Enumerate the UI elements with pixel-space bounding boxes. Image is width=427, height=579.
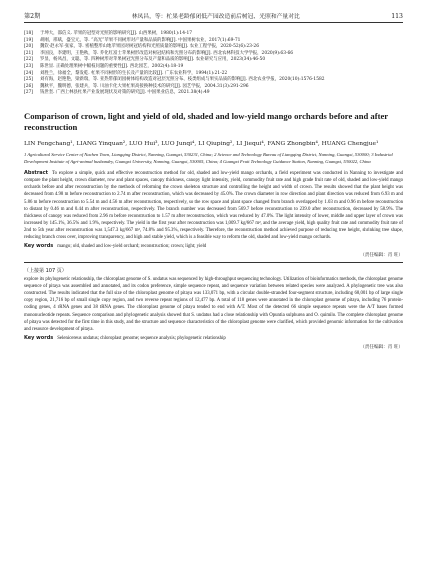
reference-text: 刘胜兰，徐福全，黎发乾. 杧果不同树形的生长及产量的比较[J]. 广东农业科学，1994(1):21-22 — [40, 70, 228, 76]
continued-note: （上接第 107 页） — [24, 268, 67, 275]
reference-text: 魏钦·赵永军·张家，等. 密植整形山地苹果园对树冠结构和光照质量的影响[J]. 农业工程学报，2020-52(6):23-26 — [40, 44, 260, 50]
reference-text: 胡刚，邢斌，盛宝元，等. “高光”苹果不同树形对产量和品质的影响[J]. 中国果树农业，2017(1):69-71 — [40, 37, 241, 43]
affiliations: 1 Agricultural Service Center of Nachen Town, Liangqing District, Nanning, Guangxi, 530231, China; 2 Science and Technology Bureau of Liangqing District, Nanning, Guangxi, 530000; 3 Industrial Development Institute of Agri-animal husbandry, Guangxi University, Nanning, Guangxi, 530005, China; 4 Guangxi Fruit Technology Guidance Station, Nanning, Guangxi, 530022, China — [24, 151, 393, 164]
reference-item — [24, 31, 403, 38]
page-number: 113 — [391, 13, 403, 20]
keywords — [24, 243, 403, 250]
reference-number: [19] — [24, 37, 34, 43]
reference-item — [24, 44, 403, 51]
reference-item — [24, 64, 403, 71]
reference-number: [26] — [24, 83, 34, 89]
reference-number: [24] — [24, 70, 34, 76]
editor-note: （责任编辑：肖 旺） — [360, 253, 403, 259]
reference-number: [25] — [24, 77, 34, 83]
continued-keywords — [24, 335, 403, 342]
reference-number: [23] — [24, 63, 34, 69]
keywords-text: Selenicereus undatus; chloroplast genome; sequence analysis; phylogenetic relationship — [57, 335, 226, 341]
running-title: 林凤昌，等：杧果老龄郁闭低产园改造前后树冠、光照和产量对比 — [131, 14, 300, 20]
abstract-text: To explore a simple, quick and effective reconstruction method for old, shaded and low-yield mango orchards, a field experiment was conducted in Nanning to investigate and compare the plant height, crown diameter, row and plant spaces, canopy thickness, canopy light intensity, yield, commodity fruit rate and high grade fruit rate of old, shaded and low-yield mango orchards before and after reconstruction by the methods of reforming the crown skeleton structure and controlling the height and width of crown. The results showed that the plant height was decreased from 4.98 m before reconstruction to 2.74 m after reconstruction, which was decreased by 45.0%. The crown diameter in row direction and plant direction was reduced from 6.93 m and 5.86 m before reconstruction to 5.54 m and 4.56 m after reconstruction, respectively, so the row space and plant space changed from branch overlapped by 1.03 m and 0.96 m before reconstruction to distant by 0.46 m and 0.44 m after reconstruction, respectively. The branch number was decreased from 569.7 before reconstruction to 239.0 after reconstruction, decreased by 58.9%. The thickness of canopy was reduced from 2.96 m before reconstruction to 1.57 m after reconstruction, which was reduced by 47.0%. The light intensity of lower, middle and upper layer of crown was increased by 145.1%, 36.5% and 1.9%, respectively. The yield in the first year after reconstruction was 1,009.7 kg/667 m², and the average yield, high quality fruit rate and commodity fruit rate of 2nd to 5th year after reconstruction was 1,547.3 kg/667 m², 74.8% and 95.3%, respectively. Therefore, the reconstruction method achieved purpose of reducing tree height, shrinking tree shape, reducing branch cross over, improving transparency, and high and stable yield, which is a feasible way to reform the old, shaded and low-yield mango orchards. — [24, 171, 403, 240]
reference-number: [18] — [24, 31, 34, 36]
reference-item — [24, 90, 403, 97]
reference-text: 罗显，杨凤昌，文聪，等. 四种树形对苹果树冠光照分布及产量和品质的影响[J]. 农业研究与应用，2023(34):46-50 — [40, 57, 266, 63]
reference-text: 刘有海，赵艳艳，梁新瑞，等. 亚热带郁闭园树体结构改造对冠层光照分布、枝类组成与果实品质的影响[J]. 西北农业学报，2020(10):1576-1582 — [40, 77, 325, 83]
keywords-label: Key words — [24, 243, 54, 250]
reference-number: [22] — [24, 57, 34, 63]
author-list: LIN Fengchang¹, LIANG Yinquan², LUO Hui³, LUO Junqi⁴, LI Qiuping², LI Jiequi⁴, FANG Zhongbin⁴, HUANG Chengjue¹ — [24, 140, 379, 147]
reference-item — [24, 77, 403, 84]
reference-number: [27] — [24, 90, 34, 96]
running-header — [24, 6, 403, 23]
reference-number: [21] — [24, 50, 34, 56]
article-title: Comparison of crown, light and yield of old, shaded and low-yield mango orchards before and after reconstruction — [24, 110, 388, 133]
editor-note: （责任编辑：肖 旺） — [360, 344, 403, 350]
reference-text: 钱世奎. 广西上林县杧果产业发展现状及对策的研究[J]. 中国果业信息，2021.38(4):49 — [40, 90, 210, 96]
reference-item — [24, 57, 403, 64]
reference-text: 魏秋平，魏明德，张建兵，等. 川油卡化大果杧果高接换种技术的研究[J]. 园艺学报，2004.31(3):291-296 — [40, 83, 249, 89]
reference-text: 于坤大，邵信义. 苹果的冠型对光照的影响研究[J]. 山西果树，1980(1):14-17 — [40, 31, 193, 36]
continued-abstract: explore its phylogenetic relationship, the chloroplast genome of S. undatus was sequenced by high-throughput sequencing technology. Utilization of bioinformatics methods, the chloroplast genome sequence of pitaya was assembled and annotated, and its codon preference, simple sequence repeat, and sequence variation between related species were analyzed. A phylogenetic tree was also constructed. The results indicated that the full size of the chloroplast genome of pitaya was 133,071 bp, with a circular double-stranded four-segment structure, including 68,001 bp of large single copy region, 21,716 bp of small single copy region, and two reverse repeat regions of 12,477 bp. A total of 118 genes were annotated in the chloroplast genome of pitaya, including 76 protein-coding genes, 4 rRNA genes and 38 tRNA genes. The chloroplast genome of pitaya tended to end with A/T. Most of the detected 66 simple sequence repeats were the A/T bases formed mononucleotide repeats. Sequence comparison and phylogenetic analysis showed that S. undatus had a close relationship with Opuntia sulphurea and O. quimilo. The complete chloroplast genome of pitaya was detected for the first time in this study, and the structure and sequence characteristics of the chloroplast genome were clarified, which provided genomic information for the cultivation and resource development of pitaya. — [24, 277, 403, 332]
reference-text: 李国良，李建明，王艳秋，等. 乔化红富士苹果树形改造对树冠结构和光照分布的影响[J]. 西北农林科技大学学报，2020(9):63-66 — [40, 50, 294, 56]
reference-number: [20] — [24, 44, 34, 50]
section-divider — [24, 262, 403, 263]
keywords-label: Key words — [24, 334, 54, 341]
reference-list — [24, 31, 403, 97]
keywords-text: mango; old, shaded and low-yield orchard; reconstruction; crown; light; yield — [57, 244, 207, 250]
issue-label: 第2期 — [24, 13, 41, 20]
abstract-label: Abstract — [24, 170, 49, 177]
abstract — [24, 170, 403, 241]
reference-text: 陈世显. 正确处理果树中幅枝问题的重要性[J]. 西北园艺，2002(4):18-19 — [40, 63, 184, 69]
